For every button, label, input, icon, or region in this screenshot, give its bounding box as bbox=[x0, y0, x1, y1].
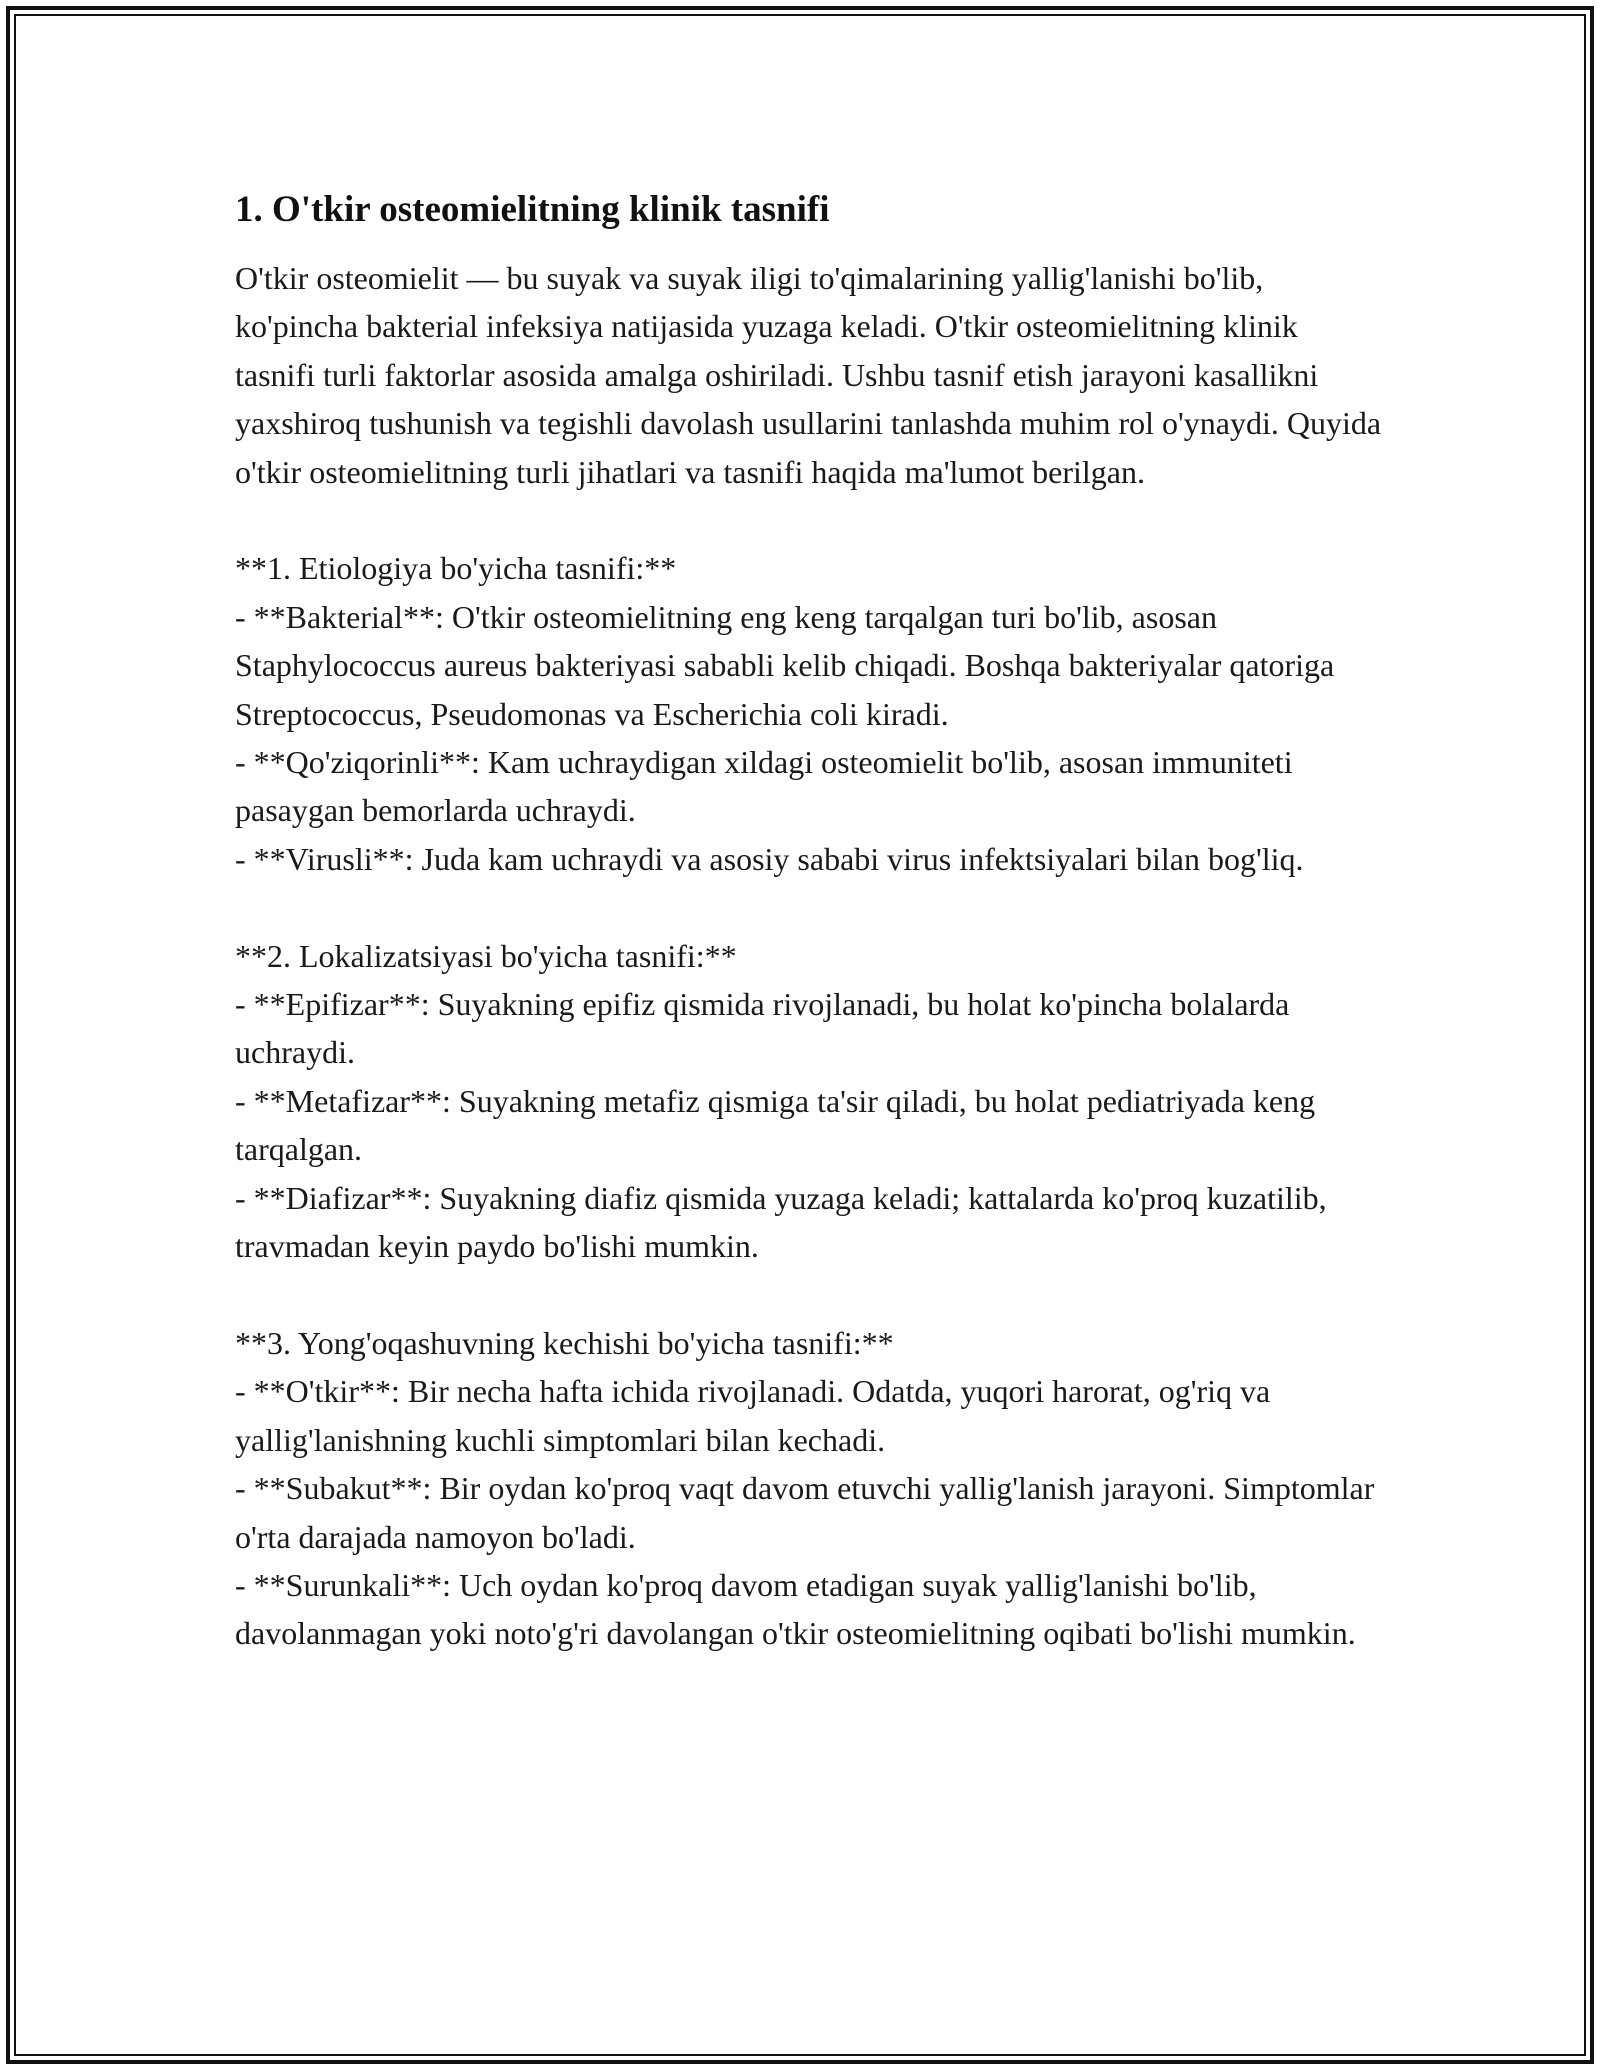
document-body bbox=[235, 186, 1385, 1658]
section-course bbox=[235, 1319, 1385, 1658]
list-item: - **Virusli**: Juda kam uchraydi va asosiy sababi virus infektsiyalari bilan bog'liq. bbox=[235, 840, 1304, 877]
list-item: - **Bakterial**: O'tkir osteomielitning eng keng tarqalgan turi bo'lib, asosan Staphylococcus aureus bakteriyasi sababli kelib chiqadi. Boshqa bakteriyalar qatoriga Streptococcus, Pseudomonas va Escherichia coli kiradi. bbox=[235, 598, 1335, 732]
section-etiology bbox=[235, 544, 1385, 883]
section-title: **2. Lokalizatsiyasi bo'yicha tasnifi:** bbox=[235, 937, 737, 974]
spacer bbox=[235, 883, 1385, 931]
page-title: 1. O'tkir osteomielitning klinik tasnifi bbox=[235, 189, 830, 230]
list-item: - **Qo'ziqorinli**: Kam uchraydigan xildagi osteomielit bo'lib, asosan immuniteti pasaygan bemorlarda uchraydi. bbox=[235, 744, 1293, 829]
section-localization bbox=[235, 932, 1385, 1271]
list-item: - **Epifizar**: Suyakning epifiz qismida rivojlanadi, bu holat ko'pincha bolalarda uchraydi. bbox=[235, 986, 1290, 1071]
list-item: - **O'tkir**: Bir necha hafta ichida rivojlanadi. Odatda, yuqori harorat, og'riq va yallig'lanishning kuchli simptomlari bilan kechadi. bbox=[235, 1373, 1271, 1458]
list-item: - **Metafizar**: Suyakning metafiz qismiga ta'sir qiladi, bu holat pediatriyada keng tarqalgan. bbox=[235, 1082, 1316, 1168]
list-item: - **Subakut**: Bir oydan ko'proq vaqt davom etuvchi yallig'lanish jarayoni. Simptomlar o'rta darajada namoyon bo'ladi. bbox=[235, 1470, 1375, 1555]
spacer bbox=[235, 496, 1385, 544]
list-item: - **Diafizar**: Suyakning diafiz qismida yuzaga keladi; kattalarda ko'proq kuzatilib, travmadan keyin paydo bo'lishi mumkin. bbox=[235, 1179, 1327, 1265]
section-title: **3. Yong'oqashuvning kechishi bo'yicha tasnifi:** bbox=[235, 1324, 894, 1361]
section-title: **1. Etiologiya bo'yicha tasnifi:** bbox=[235, 550, 677, 587]
list-item: - **Surunkali**: Uch oydan ko'proq davom etadigan suyak yallig'lanishi bo'lib, davolanmagan yoki noto'g'ri davolangan o'tkir osteomielitning oqibati bo'lishi mumkin. bbox=[235, 1566, 1356, 1652]
intro-paragraph: O'tkir osteomielit — bu suyak va suyak iligi to'qimalarining yallig'lanishi bo'lib, ko'pincha bakterial infeksiya natijasida yuzaga keladi. O'tkir osteomielitning klinik tasnifi turli faktorlar asosida amalga oshiriladi. Ushbu tasnif etish jarayoni kasallikni yaxshiroq tushunish va tegishli davolash usullarini tanlashda muhim rol o'ynaydi. Quyida o'tkir osteomielitning turli jihatlari va tasnifi haqida ma'lumot berilgan. bbox=[235, 260, 1382, 490]
spacer bbox=[235, 1271, 1385, 1319]
